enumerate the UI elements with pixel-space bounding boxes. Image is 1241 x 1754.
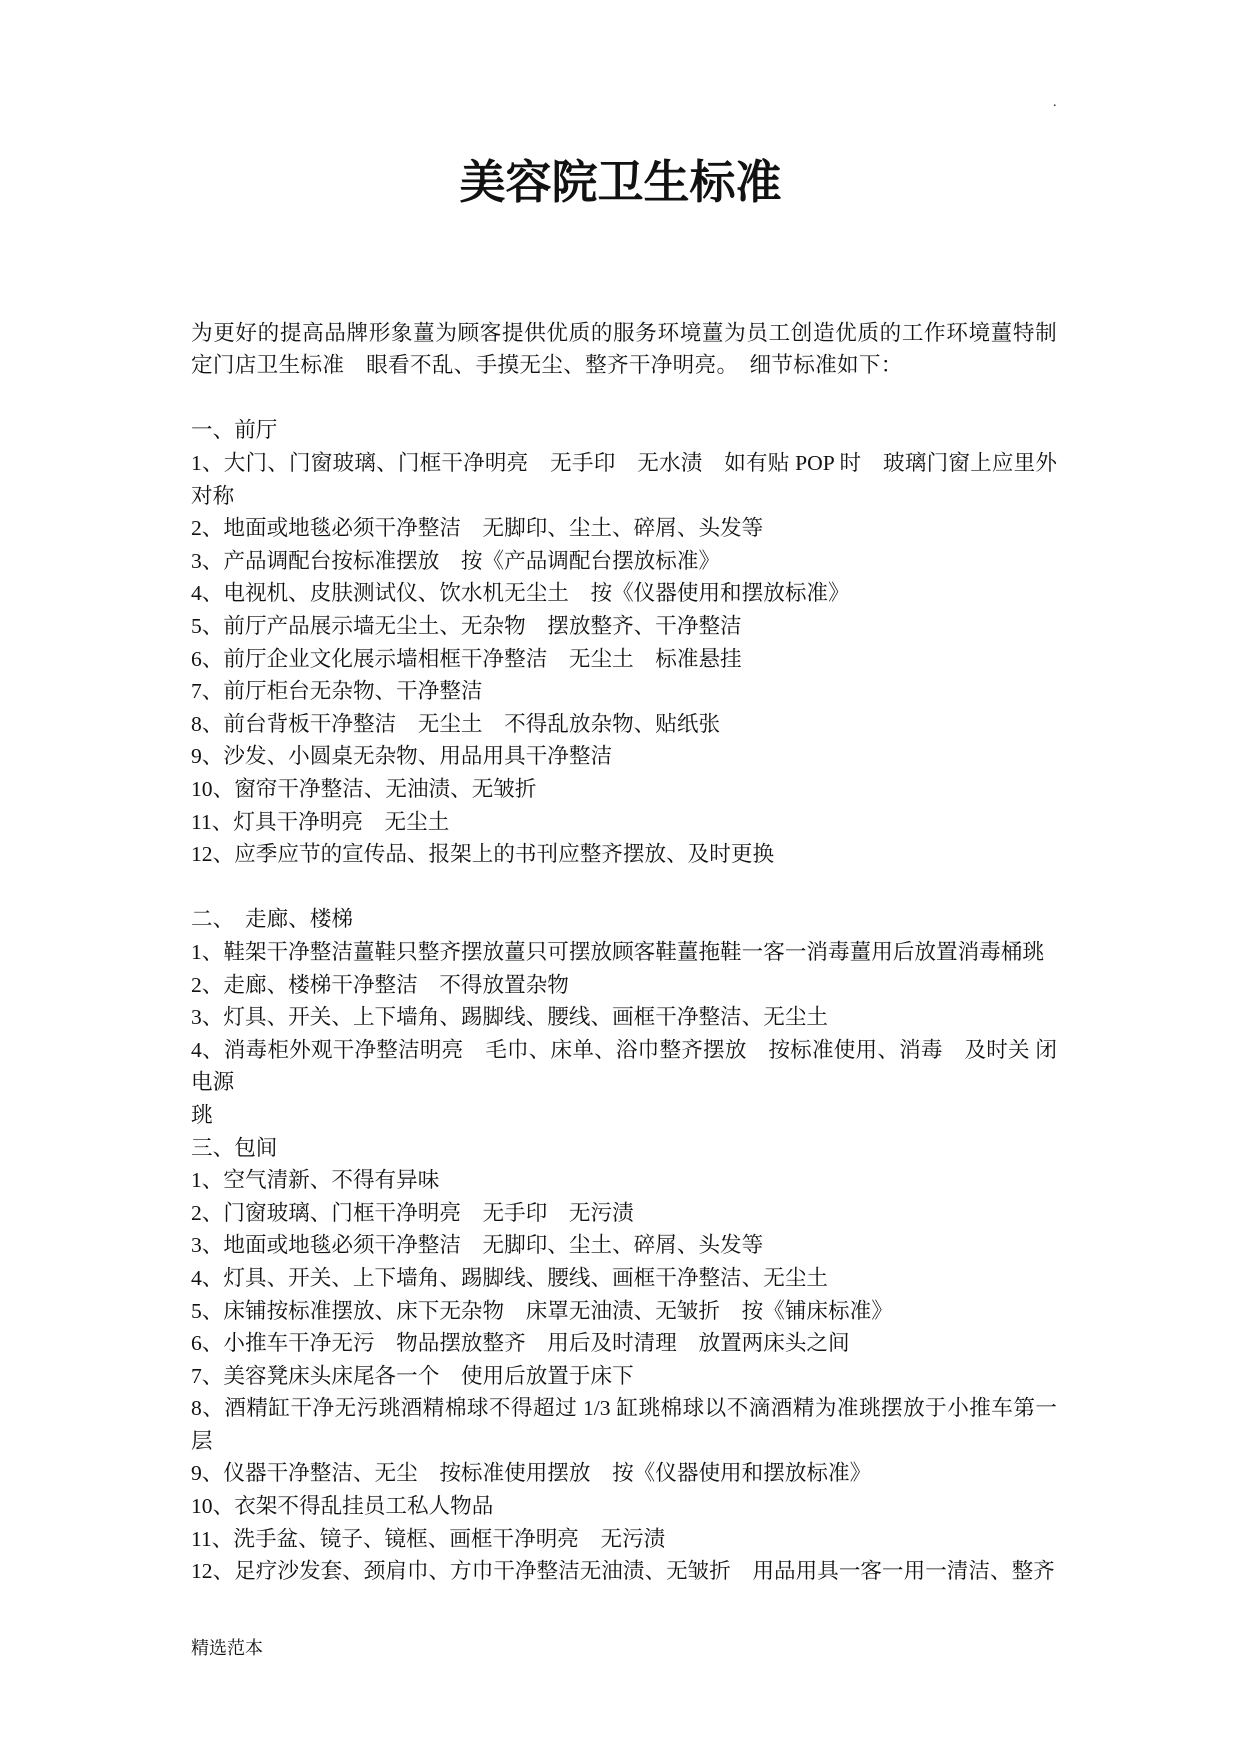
list-item: 1、鞋架干净整洁薑鞋只整齐摆放薑只可摆放顾客鞋薑拖鞋一客一消毒薑用后放置消毒桶珧 (191, 939, 1044, 964)
list-item: 8、前台背板干净整洁 无尘土 不得乱放杂物、贴纸张 (191, 711, 721, 736)
list-item: 10、衣架不得乱挂员工私人物品 (191, 1494, 494, 1519)
list-item: 2、地面或地毯必须干净整洁 无脚印、尘土、碎屑、头发等 (191, 516, 764, 541)
list-item: 2、走廊、楼梯干净整洁 不得放置杂物 (191, 972, 569, 997)
section-heading: 三、包间 (191, 1135, 278, 1160)
list-item: 7、美容凳床头床尾各一个 使用后放置于床下 (191, 1363, 634, 1388)
list-item: 1、大门、门窗玻璃、门框干净明亮 无手印 无水渍 如有贴 POP 时 玻璃门窗上应里外对称 (191, 451, 1057, 508)
list-item: 12、足疗沙发套、颈肩巾、方巾干净整洁无油渍、无皱折 用品用具一客一用一清洁、整齐 (191, 1559, 1055, 1584)
list-item: 9、沙发、小圆桌无杂物、用品用具干净整洁 (191, 744, 613, 769)
list-item: 10、窗帘干净整洁、无油渍、无皱折 (191, 777, 537, 801)
stray-mark: 珧 (191, 1102, 213, 1127)
list-item: 3、产品调配台按标准摆放 按《产品调配台摆放标准》 (191, 548, 721, 573)
page-footer: 精选范本 (191, 1638, 263, 1658)
list-item: 2、门窗玻璃、门框干净明亮 无手印 无污渍 (191, 1200, 634, 1225)
list-item: 6、小推车干净无污 物品摆放整齐 用后及时清理 放置两床头之间 (191, 1331, 850, 1356)
list-item: 8、酒精缸干净无污珧酒精棉球不得超过 1/3 缸珧棉球以不滴酒精为准珧摆放于小推车第一层 (191, 1396, 1057, 1453)
list-item: 11、洗手盆、镜子、镜框、画框干净明亮 无污渍 (191, 1526, 666, 1551)
header-mark: . (1053, 95, 1057, 110)
section-private-room (191, 1132, 1057, 1588)
section-front-hall (191, 414, 1057, 870)
list-item: 3、地面或地毯必须干净整洁 无脚印、尘土、碎屑、头发等 (191, 1233, 764, 1258)
list-item: 4、电视机、皮肤测试仪、饮水机无尘土 按《仪器使用和摆放标准》 (191, 581, 850, 606)
list-item: 9、仪器干净整洁、无尘 按标准使用摆放 按《仪器使用和摆放标准》 (191, 1461, 872, 1486)
list-item: 12、应季应节的宣传品、报架上的书刊应整齐摆放、及时更换 (191, 842, 775, 867)
list-item: 6、前厅企业文化展示墙相框干净整洁 无尘土 标准悬挂 (191, 646, 742, 671)
list-item: 4、消毒柜外观干净整洁明亮 毛巾、床单、浴巾整齐摆放 按标准使用、消毒 及时关 闭电源 (191, 1037, 1057, 1095)
document-body (191, 317, 1057, 1588)
section-heading: 二、 走廊、楼梯 (191, 907, 353, 932)
section-heading: 一、前厅 (191, 418, 278, 443)
list-item: 11、灯具干净明亮 无尘土 (191, 809, 450, 834)
page-title: 美容院卫生标准 (459, 157, 782, 208)
list-item: 5、床铺按标准摆放、床下无杂物 床罩无油渍、无皱折 按《铺床标准》 (191, 1298, 893, 1323)
section-corridor-stairs (191, 903, 1057, 1131)
intro-paragraph: 为更好的提高品牌形象薑为顾客提供优质的服务环境薑为员工创造优质的工作环境薑特制定门店卫生标准 眼看不乱、手摸无尘、整齐干净明亮。 细节标准如下： (191, 320, 1057, 378)
list-item: 1、空气清新、不得有异味 (191, 1168, 440, 1193)
list-item: 4、灯具、开关、上下墙角、踢脚线、腰线、画框干净整洁、无尘土 (191, 1265, 829, 1290)
list-item: 7、前厅柜台无杂物、干净整洁 (191, 679, 483, 704)
list-item: 5、前厅产品展示墙无尘土、无杂物 摆放整齐、干净整洁 (191, 614, 742, 639)
list-item: 3、灯具、开关、上下墙角、踢脚线、腰线、画框干净整洁、无尘土 (191, 1005, 829, 1030)
